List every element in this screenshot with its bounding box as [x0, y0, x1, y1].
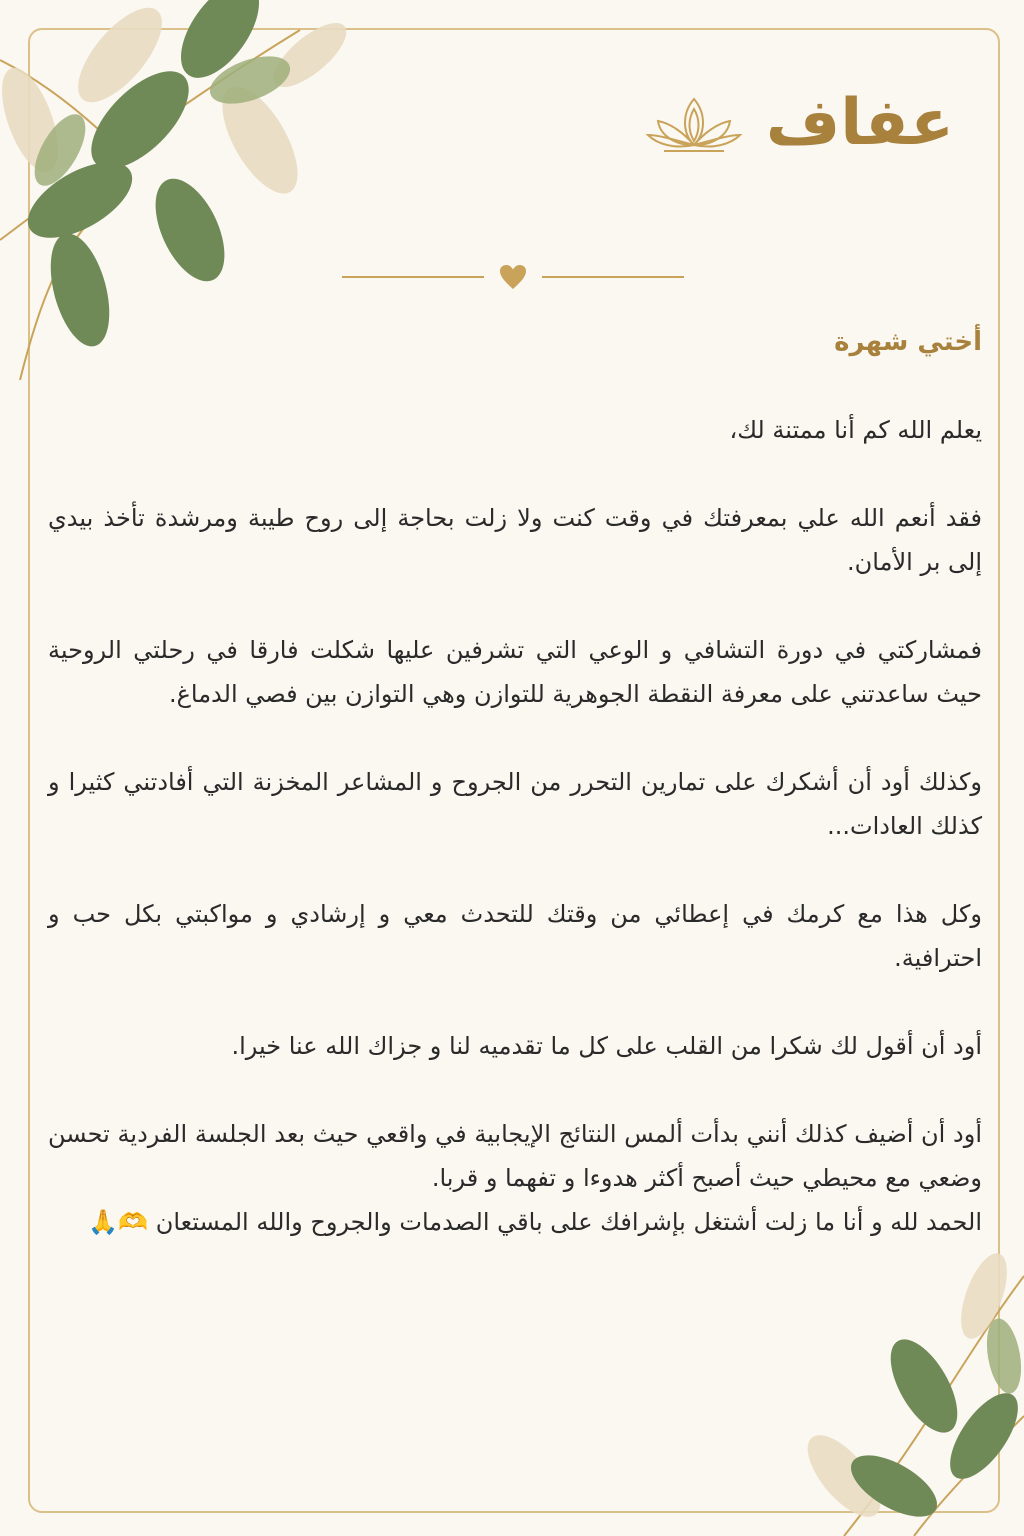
greeting: أختي شهرة [834, 327, 982, 357]
leaf-branch-decoration [784, 1236, 1024, 1536]
paragraph: الحمد لله و أنا ما زلت أشتغل بإشرافك على باقي الصدمات والجروح والله المستعان 🫶🙏 [88, 1208, 982, 1236]
header [644, 78, 954, 168]
paragraph: أود أن أقول لك شكرا من القلب على كل ما تقدميه لنا و جزاك الله عنا خيرا. [231, 1032, 982, 1060]
divider-line [342, 276, 484, 278]
paragraph: وكذلك أود أن أشكرك على تمارين التحرر من الجروح و المشاعر المخزنة التي أفادتني كثيرا و كذلك العادات... [48, 768, 982, 840]
page-title: عفاف [765, 86, 954, 160]
lotus-icon [644, 91, 744, 155]
paragraph: أود أن أضيف كذلك أنني بدأت ألمس النتائج الإيجابية في واقعي حيث بعد الجلسة الفردية تحسن وضعي مع محيطي حيث أصبح أكثر هدوءا و تفهما و قربا. [48, 1120, 982, 1192]
ornament-divider [338, 262, 688, 292]
paragraph: فقد أنعم الله علي بمعرفتك في وقت كنت ولا زلت بحاجة إلى روح طيبة ومرشدة تأخذ بيدي إلى بر الأمان. [48, 504, 982, 576]
heart-icon [498, 263, 528, 291]
letter-body [48, 320, 982, 1244]
divider-line [542, 276, 684, 278]
paragraph: وكل هذا مع كرمك في إعطائي من وقتك للتحدث معي و إرشادي و مواكبتي بكل حب و احترافية. [48, 900, 982, 972]
paragraph: يعلم الله كم أنا ممتنة لك، [729, 416, 982, 444]
paragraph: فمشاركتي في دورة التشافي و الوعي التي تشرفين عليها شكلت فارقا في رحلتي الروحية حيث ساعدتني على معرفة النقطة الجوهرية للتوازن وهي التوازن بين فصي الدماغ. [48, 636, 982, 708]
